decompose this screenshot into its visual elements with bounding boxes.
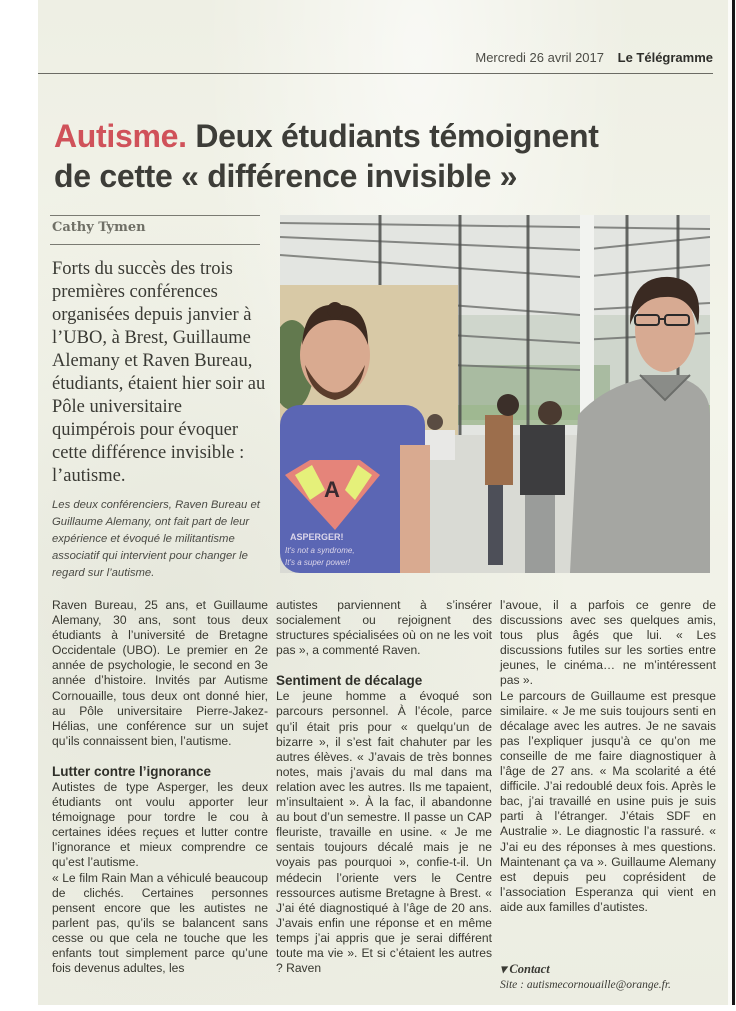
article-photo: [280, 215, 710, 573]
contact-label: Contact: [509, 962, 550, 976]
headline: [54, 116, 724, 196]
scan-edge-bottom: [0, 1005, 736, 1011]
author-byline: Cathy Tymen: [52, 220, 146, 235]
article-lead: Forts du succès des trois premières conférences organisées depuis janvier à l’UBO, à Brest, Guillaume Alemany et Raven Bureau, étudiants, étaient hier soir au Pôle universitaire quimpérois pour évoquer cette différence invisible : l’autisme.: [52, 259, 266, 486]
scan-edge: [728, 0, 736, 1011]
body-paragraph: Autistes de type Asperger, les deux étudiants ont voulu apporter leur témoignage pour tordre le cou à certaines idées reçues et lutter contre l’ignorance et mieux comprendre ce qu’est l’autisme.: [52, 779, 268, 870]
contact-box: [500, 961, 716, 991]
body-paragraph: « Le film Rain Man a véhiculé beaucoup de clichés. Certaines personnes pensent encore que les autistes ne parlent pas, qu’ils se balancent sans cesse ou que cela ne touche que les enfants tout simplement parce qu’une fois devenus adultes, les: [52, 870, 268, 976]
subheading-lutter-contre-ignorance: Lutter contre l’ignorance: [52, 763, 212, 779]
body-intro: Raven Bureau, 25 ans, et Guillaume Alemany, 30 ans, sont tous deux étudiants à l’université de Bretagne Occidentale (UBO). Le premier en 2e année de psychologie, le second en 3e année d’histoire. Invités par Autisme Cornouaille, tous deux ont donné hier, au Pôle universitaire Pierre-Jakez-Hélias, une conférence sur un sujet qu’ils connaissent bien, l’autisme.: [52, 598, 268, 748]
headline-line2: de cette « différence invisible »: [54, 158, 518, 194]
shirt-text-1: ASPERGER!: [290, 532, 344, 542]
byline-divider-bottom: [50, 244, 260, 245]
body-paragraph: Le jeune homme a évoqué son parcours personnel. À l’école, parce qu’il était pris pour « quelqu’un de bizarre », il s’est fait chahuter par les autres élèves. « J’avais de très bonnes notes, mais j’avais du mal dans ma relation avec les autres. Ils me tapaient, m’insultaient ». À la fac, il abandonne au bout d’un semestre. Il passe un CAP fleuriste, travaille en usine. « Je me sentais toujours décalé mais je ne voyais pas pourquoi », confie-t-il. Un médecin l’oriente vers le Centre ressources autisme Bretagne à Brest. « J’ai été diagnostiqué à l’âge de 20 ans. J’avais enfin une réponse et en même temps j’ai appris que je serai différent toute ma vie ». Et si c’étaient les autres ? Raven: [276, 689, 492, 976]
article-column-3: [500, 598, 716, 915]
header-divider: [38, 73, 713, 74]
byline-divider-top: [50, 215, 260, 216]
triangle-down-icon: ▾: [500, 962, 507, 976]
svg-text:A: A: [324, 477, 340, 502]
contact-site: Site : autismecornouaille@orange.fr.: [500, 979, 671, 991]
article-column-2: [276, 598, 492, 976]
subheading-sentiment-de-decalage: Sentiment de décalage: [276, 673, 423, 689]
body-paragraph: Le parcours de Guillaume est presque similaire. « Je me suis toujours senti en décalage avec les autres. Je ne savais pas l’expliquer jusqu’à ce qu’on me conseille de me faire diagnostiquer à l’âge de 27 ans. « Ma scolarité a été difficile. J’ai redoublé deux fois. Après le bac, j’ai travaillé en usine puis je suis parti à l’étranger. J’étais SDF en Australie ». Le diagnostic l’a rassuré. « J’ai eu des réponses à mes questions. Maintenant ça va ». Guillaume Alemany est depuis peu coprésident de l’association Esperanza qui vient en aide aux familles d’autistes.: [500, 688, 716, 914]
newspaper-page: [38, 0, 728, 1005]
publication-date: Mercredi 26 avril 2017: [475, 50, 604, 65]
headline-line1: Deux étudiants témoignent: [195, 118, 599, 154]
article-column-1: [52, 598, 268, 976]
body-paragraph: l’avoue, il a parfois ce genre de discussions avec ses quelques amis, tous plus âgés que lui. « Les discussions futiles sur les sorties entre jeunes, le cinéma… ne m’intéressent pas ».: [500, 598, 716, 688]
shirt-text-2: It's not a syndrome,: [285, 546, 355, 555]
shirt-text-3: It's a super power!: [285, 558, 351, 567]
contact-heading: [500, 961, 716, 977]
newspaper-name: Le Télégramme: [617, 50, 713, 65]
body-paragraph: autistes parviennent à s’insérer socialement ou rejoignent des structures spécialisées où on ne les voit pas », a commenté Raven.: [276, 598, 492, 658]
headline-kicker: Autisme.: [54, 118, 187, 154]
photo-caption: Les deux conférenciers, Raven Bureau et Guillaume Alemany, ont fait part de leur expérience et évoqué le militantisme associatif qui intervient pour changer le regard sur l’autisme.: [52, 499, 260, 579]
page-header: [38, 50, 713, 74]
